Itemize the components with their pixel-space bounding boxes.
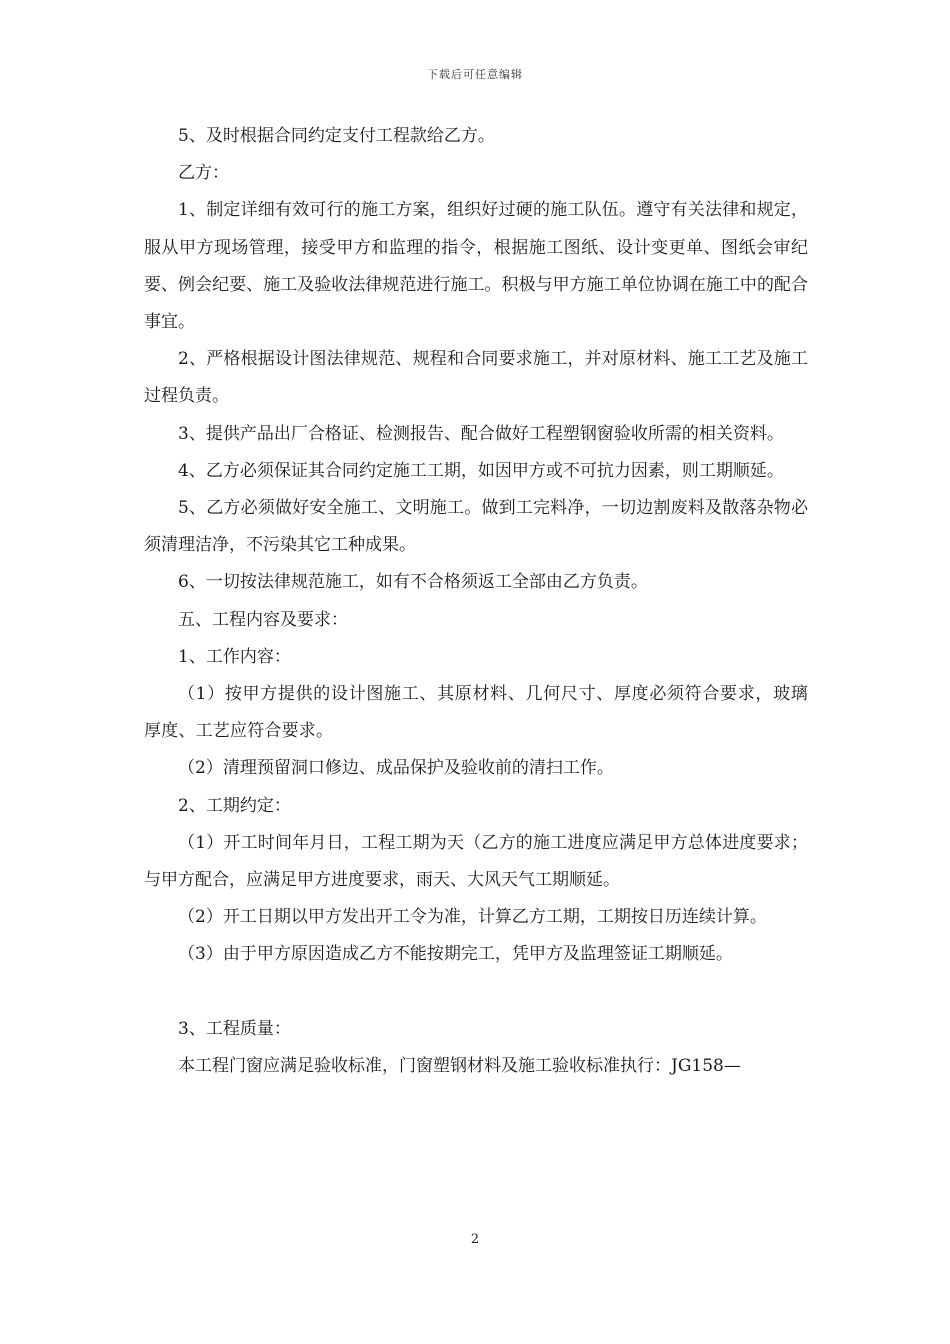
- blank-line: [144, 974, 808, 1011]
- paragraph-party-b-item-3: 3、提供产品出厂合格证、检测报告、配合做好工程塑钢窗验收所需的相关资料。: [178, 423, 784, 444]
- paragraph-party-a-item-5: 5、及时根据合同约定支付工程款给乙方。: [178, 126, 495, 146]
- paragraph-quality: 本工程门窗应满足验收标准，门窗塑钢材料及施工验收标准执行：JG158—: [178, 1055, 741, 1076]
- paragraph-party-b-item-1: 1、制定详细有效可行的施工方案，组织好过硬的施工队伍。遵守有关法律和规定，服从甲方现场管理，接受甲方和监理的指令，根据施工图纸、设计变更单、图纸会审纪要、例会纪要、施工及验收法律规范进行施工。积极与甲方施工单位协调在施工中的配合事宜。: [144, 200, 808, 333]
- section-heading-work-content: 五、工程内容及要求：: [178, 609, 348, 630]
- document-body: [144, 118, 808, 1085]
- paragraph-party-b-item-5: 5、乙方必须做好安全施工、文明施工。做到工完料净，一切边割废料及散落杂物必须清理洁净，不污染其它工种成果。: [144, 498, 808, 556]
- subheading-quality: 3、工程质量：: [178, 1018, 291, 1039]
- paragraph-work-content-2: （2）清理预留洞口修边、成品保护及验收前的清扫工作。: [178, 758, 614, 779]
- subheading-schedule: 2、工期约定：: [178, 795, 291, 816]
- paragraph-schedule-3: （3）由于甲方原因造成乙方不能按期完工，凭甲方及监理签证工期顺延。: [178, 944, 733, 965]
- paragraph-party-b-heading: 乙方：: [178, 163, 229, 184]
- paragraph-schedule-1: （1）开工时间年月日，工程工期为天（乙方的施工进度应满足甲方总体进度要求；与甲方配合，应满足甲方进度要求，雨天、大风天气工期顺延。: [144, 832, 808, 891]
- subheading-work-content: 1、工作内容：: [178, 646, 291, 667]
- paragraph-schedule-2: （2）开工日期以甲方发出开工令为准，计算乙方工期，工期按日历连续计算。: [178, 907, 767, 928]
- paragraph-party-b-item-6: 6、一切按法律规范施工，如有不合格须返工全部由乙方负责。: [178, 572, 648, 593]
- header-note: 下载后可任意编辑: [427, 68, 523, 81]
- paragraph-work-content-1: （1）按甲方提供的设计图施工、其原材料、几何尺寸、厚度必须符合要求，玻璃厚度、工艺应符合要求。: [144, 684, 808, 742]
- paragraph-party-b-item-2: 2、严格根据设计图法律规范、规程和合同要求施工，并对原材料、施工工艺及施工过程负责。: [144, 349, 808, 407]
- page-number: 2: [470, 1232, 480, 1247]
- paragraph-party-b-item-4: 4、乙方必须保证其合同约定施工工期，如因甲方或不可抗力因素，则工期顺延。: [178, 460, 784, 481]
